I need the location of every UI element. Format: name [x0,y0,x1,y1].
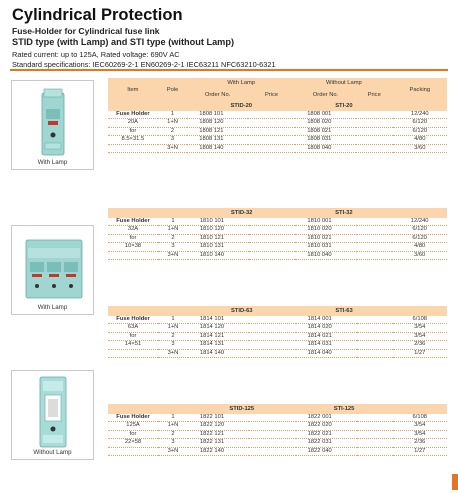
pole-cell: 1 [158,316,188,324]
col-order-no: Order No. [187,89,248,101]
stid-order-no: 1810 120 [188,226,249,234]
packing-cell: 3/54 [393,430,447,438]
sti-price [356,144,393,152]
packing-cell: 12/240 [392,218,447,226]
table-row [108,349,447,357]
sti-order-no: 1810 040 [295,251,356,259]
series-band [108,208,447,218]
sti-order-no: 1822 031 [296,439,357,447]
stid-order-no: 1808 120 [187,119,248,127]
pole-cell: 3 [158,439,188,447]
stid-order-no: 1822 140 [188,447,249,455]
sti-price [357,243,393,251]
series-band [108,404,447,414]
pole-cell: 3+N [158,349,188,357]
item-label: 8.5×31.5 [108,136,158,144]
pole-cell: 1 [158,414,188,422]
stid-order-no: 1810 101 [188,218,249,226]
col-price: Price [248,89,295,101]
col-packing: Packing [393,78,447,101]
table-row [108,234,447,242]
sti-price [357,251,393,259]
pole-cell: 1+N [158,324,188,332]
stid-price [249,430,296,438]
product-photo-without-lamp [11,370,94,460]
stid-order-no: 1810 140 [188,251,249,259]
sti-price [357,226,393,234]
packing-cell: 3/60 [392,251,447,259]
pole-cell: 3+N [158,144,188,152]
fuse-holder-1pole-icon [12,81,93,161]
stid-order-no: 1808 140 [187,144,248,152]
pole-cell: 3 [158,136,188,144]
item-label: for [108,127,158,135]
table-row [108,341,447,349]
packing-cell: 1/27 [393,349,447,357]
stid-series: STID-125 [188,404,296,414]
sti-order-no: 1822 020 [296,422,357,430]
item-label: 10×38 [108,243,158,251]
item-label: 125A [108,422,158,430]
stid-price [249,226,296,234]
sti-price [356,136,393,144]
stid-price [249,439,296,447]
spec-table-63 [108,306,447,358]
pole-cell: 3+N [158,447,188,455]
product-photo-with-lamp-3pole [11,225,94,315]
pole-cell: 2 [158,234,188,242]
stid-series: STID-63 [188,306,296,316]
stid-price [248,119,295,127]
stid-order-no: 1814 101 [188,316,249,324]
table-row [108,439,447,447]
photo-label: Without Lamp [33,449,72,456]
item-label: for [108,234,158,242]
item-label: 32A [108,226,158,234]
table-row [108,226,447,234]
col-price: Price [356,89,393,101]
table-row [108,127,447,135]
packing-cell: 6/120 [393,127,447,135]
fuse-holder-open-icon [12,371,93,451]
item-label [108,144,158,152]
spec-table-125 [108,404,447,456]
sti-series: STI-20 [295,101,392,111]
stid-price [249,218,296,226]
rating-text: Rated current: up to 125A, Rated voltage: 690V AC [12,50,180,59]
table-row [108,251,447,259]
subtitle-types: STID type (with Lamp) and STI type (without Lamp) [12,37,235,47]
packing-cell: 6/120 [393,119,447,127]
packing-cell: 1/27 [393,447,447,455]
sti-order-no: 1814 001 [296,316,357,324]
page-corner-marker [452,474,458,490]
item-label: Fuse Holder [108,414,158,422]
sti-price [356,119,393,127]
packing-cell: 4/80 [392,243,447,251]
stid-order-no: 1822 101 [188,414,249,422]
sti-price [357,430,393,438]
packing-cell: 6/120 [392,226,447,234]
sti-order-no: 1822 001 [296,414,357,422]
sti-order-no: 1808 040 [295,144,356,152]
table-row [108,243,447,251]
packing-cell: 2/36 [393,439,447,447]
packing-cell: 6/108 [393,316,447,324]
stid-price [249,251,296,259]
item-label: 22×58 [108,439,158,447]
item-label [108,251,158,259]
packing-cell: 2/36 [393,341,447,349]
item-label: Fuse Holder [108,111,158,119]
stid-price [249,341,296,349]
stid-price [248,127,295,135]
sti-order-no: 1808 020 [295,119,356,127]
item-label [108,349,158,357]
sti-order-no: 1810 021 [295,234,356,242]
stid-price [249,414,296,422]
sti-price [357,218,393,226]
pole-cell: 3+N [158,251,188,259]
sti-price [356,127,393,135]
sti-price [357,439,393,447]
pole-cell: 2 [158,430,188,438]
sti-order-no: 1808 001 [295,111,356,119]
sti-price [357,234,393,242]
sti-order-no: 1810 001 [295,218,356,226]
packing-cell: 6/120 [392,234,447,242]
stid-order-no: 1822 121 [188,430,249,438]
col-without-lamp: Without Lamp [295,78,392,89]
sti-order-no: 1814 040 [296,349,357,357]
pole-cell: 1 [158,218,188,226]
photo-label: With Lamp [37,304,68,311]
table-row [108,218,447,226]
packing-cell: 3/54 [393,324,447,332]
packing-cell: 3/60 [393,144,447,152]
table-row [108,119,447,127]
spec-table-20 [108,78,447,153]
sti-price [357,341,393,349]
sti-order-no: 1808 021 [295,127,356,135]
stid-order-no: 1808 101 [187,111,248,119]
subtitle: Fuse-Holder for Cylindrical fuse link [12,26,160,36]
spec-table-32 [108,208,447,260]
pole-cell: 2 [158,332,188,340]
sti-order-no: 1814 021 [296,332,357,340]
stid-price [249,332,296,340]
col-pole: Pole [158,78,188,101]
sti-order-no: 1822 021 [296,430,357,438]
table-row [108,414,447,422]
stid-series: STID-20 [187,101,295,111]
table-row [108,111,447,119]
col-with-lamp: With Lamp [187,78,295,89]
sti-price [357,414,393,422]
table-row [108,422,447,430]
table-header-row [108,78,447,89]
packing-cell: 3/54 [393,422,447,430]
stid-order-no: 1808 121 [187,127,248,135]
sti-order-no: 1810 020 [295,226,356,234]
pole-cell: 1+N [158,226,188,234]
stid-order-no: 1822 120 [188,422,249,430]
stid-order-no: 1822 131 [188,439,249,447]
table-row [108,324,447,332]
sti-order-no: 1814 020 [296,324,357,332]
item-label: Fuse Holder [108,316,158,324]
stid-order-no: 1808 131 [187,136,248,144]
product-photo-with-lamp [11,80,94,170]
item-label: for [108,332,158,340]
page-title: Cylindrical Protection [12,6,183,24]
table-row [108,447,447,455]
stid-order-no: 1814 120 [188,324,249,332]
sti-price [356,111,393,119]
pole-cell: 3 [158,243,188,251]
stid-price [249,316,296,324]
item-label: 63A [108,324,158,332]
series-band [108,306,447,316]
table-row [108,430,447,438]
stid-price [248,136,295,144]
stid-order-no: 1810 131 [188,243,249,251]
stid-price [248,111,295,119]
item-label [108,447,158,455]
table-row [108,144,447,152]
packing-cell: 3/54 [393,332,447,340]
packing-cell: 6/108 [393,414,447,422]
pole-cell: 1 [158,111,188,119]
packing-cell: 4/80 [393,136,447,144]
standards-text: Standard specifications: IEC60269-2-1 EN60269-2-1 IEC63211 NFC63210-6321 [12,60,276,69]
sti-price [357,332,393,340]
item-label: for [108,430,158,438]
stid-order-no: 1814 121 [188,332,249,340]
sti-price [357,324,393,332]
stid-order-no: 1814 131 [188,341,249,349]
photo-label: With Lamp [37,159,68,166]
sti-order-no: 1810 031 [295,243,356,251]
stid-order-no: 1810 121 [188,234,249,242]
col-item: Item [108,78,158,101]
col-order-no: Order No. [295,89,356,101]
pole-cell: 3 [158,341,188,349]
stid-price [249,447,296,455]
stid-price [249,324,296,332]
item-label: 20A [108,119,158,127]
stid-price [249,349,296,357]
item-label: 14×51 [108,341,158,349]
stid-price [249,243,296,251]
packing-cell: 12/240 [393,111,447,119]
pole-cell: 2 [158,127,188,135]
sti-price [357,447,393,455]
stid-price [249,422,296,430]
fuse-holder-3pole-icon [12,226,93,306]
pole-cell: 1+N [158,422,188,430]
stid-price [249,234,296,242]
sti-price [357,422,393,430]
table-row [108,316,447,324]
sti-order-no: 1808 031 [295,136,356,144]
series-band [108,101,447,111]
sti-series: STI-32 [295,208,392,218]
stid-price [248,144,295,152]
sti-price [357,316,393,324]
table-row [108,332,447,340]
sti-order-no: 1822 040 [296,447,357,455]
sti-order-no: 1814 031 [296,341,357,349]
item-label: Fuse Holder [108,218,158,226]
stid-series: STID-32 [188,208,296,218]
sti-series: STI-63 [296,306,393,316]
pole-cell: 1+N [158,119,188,127]
stid-order-no: 1814 140 [188,349,249,357]
sti-price [357,349,393,357]
header-divider [10,69,448,71]
sti-series: STI-125 [296,404,393,414]
table-row [108,136,447,144]
